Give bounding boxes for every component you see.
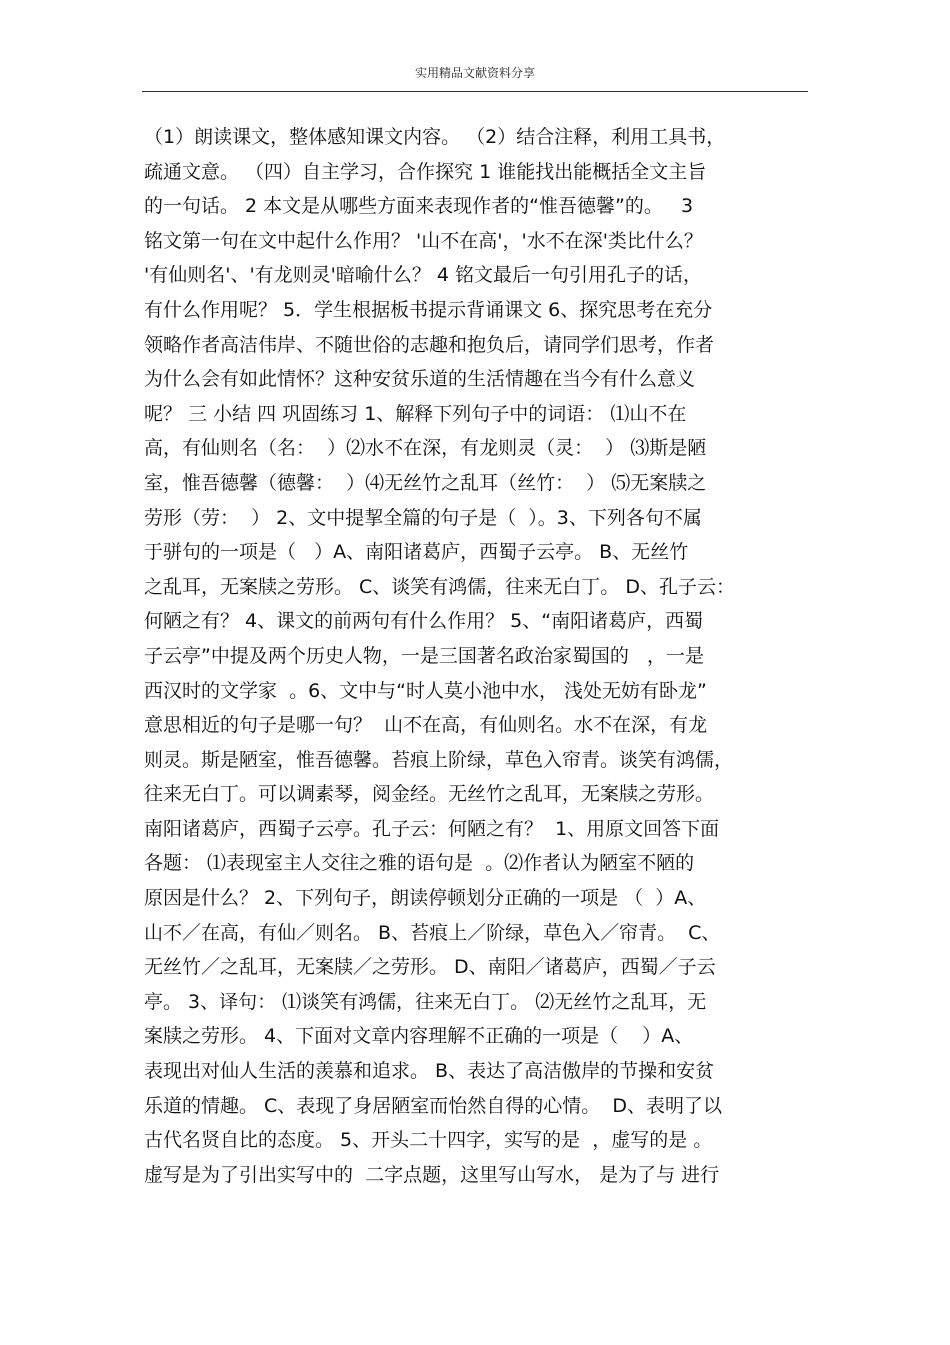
document-body (144, 120, 824, 1192)
text-line: 亭。 3、译句： ⑴谈笑有鸿儒，往来无白丁。 ⑵无丝竹之乱耳，无 (144, 990, 707, 1013)
text-line: 山不／在高，有仙／则名。 B、苔痕上／阶绿，草色入／帘青。 C、 (144, 921, 721, 944)
text-line: 子云亭”中提及两个历史人物，一是三国著名政治家蜀国的 ，一是 (144, 644, 704, 667)
text-line: 乐道的情趣。 C、表现了身居陋室而怡然自得的心情。 D、表明了以 (144, 1094, 723, 1117)
text-line: 呢？ 三 小结 四 巩固练习 1、解释下列句子中的词语： ⑴山不在 (144, 402, 687, 425)
text-line: 劳形（劳： ） 2、文中提挈全篇的句子是（ ）。3、下列各句不属 (144, 506, 702, 529)
text-line: 的一句话。 2 本文是从哪些方面来表现作者的“惟吾德馨”的。 3 (144, 195, 694, 218)
text-line: 各题： ⑴表现室主人交往之雅的语句是 。⑵作者认为陋室不陋的 (144, 852, 695, 875)
text-line: 疏通文意。 （四）自主学习，合作探究 1 谁能找出能概括全文主旨 (144, 160, 707, 183)
text-line: 往来无白丁。可以调素琴，阅金经。无丝竹之乱耳，无案牍之劳形。 (144, 783, 715, 806)
text-line: 虚写是为了引出实写中的 二字点题，这里写山写水， 是为了与 进行 (144, 1163, 720, 1186)
text-line: 室，惟吾德馨（德馨： ）⑷无丝竹之乱耳（丝竹： ） ⑸无案牍之 (144, 471, 707, 494)
page-header: 实用精品文献资料分享 (414, 66, 535, 80)
text-line: '有仙则名'、'有龙则灵'暗喻什么？ 4 铭文最后一句引用孔子的话， (144, 264, 703, 287)
header-divider (142, 91, 808, 92)
text-line: （1）朗读课文，整体感知课文内容。 （2）结合注释，利用工具书， (144, 126, 726, 148)
text-line: 意思相近的句子是哪一句？ 山不在高，有仙则名。水不在深，有龙 (144, 714, 708, 737)
text-line: 南阳诸葛庐，西蜀子云亭。孔子云：何陋之有？ 1、用原文回答下面 (144, 817, 720, 840)
text-line: 何陋之有？ 4、课文的前两句有什么作用？ 5、“南阳诸葛庐，西蜀 (144, 610, 704, 633)
text-line: 有什么作用呢？ 5．学生根据板书提示背诵课文 6、探究思考在充分 (144, 298, 713, 321)
text-line: 高，有仙则名（名： ）⑵水不在深，有龙则灵（灵： ） ⑶斯是陋 (144, 437, 707, 460)
text-line: 为什么会有如此情怀？这种安贫乐道的生活情趣在当今有什么意义 (144, 368, 696, 391)
text-line: 于骈句的一项是（ ）A、南阳诸葛庐，西蜀子云亭。 B、无丝竹 (144, 541, 689, 564)
text-line: 古代名贤自比的态度。 5、开头二十四字，实写的是 ，虚写的是 。 (144, 1129, 713, 1152)
text-line: 之乱耳，无案牍之劳形。 C、谈笑有鸿儒，往来无白丁。 D、孔子云： (144, 575, 735, 598)
text-line: 领略作者高洁伟岸、不随世俗的志趣和抱负后，请同学们思考，作者 (144, 333, 715, 356)
text-line: 案牍之劳形。 4、下面对文章内容理解不正确的一项是（ ）A、 (144, 1025, 694, 1048)
text-line: 则灵。斯是陋室，惟吾德馨。苔痕上阶绿，草色入帘青。谈笑有鸿儒， (144, 748, 734, 771)
text-line: 无丝竹／之乱耳，无案牍／之劳形。 D、南阳／诸葛庐，西蜀／子云 (144, 956, 716, 979)
text-line: 西汉时的文学家 。6、文中与“时人莫小池中水， 浅处无妨有卧龙” (144, 679, 707, 702)
text-line: 原因是什么？ 2、下列句子，朗读停顿划分正确的一项是 （ ）A、 (144, 887, 707, 910)
text-line: 表现出对仙人生活的羡慕和追求。 B、表达了高洁傲岸的节操和安贫 (144, 1060, 715, 1083)
text-line: 铭文第一句在文中起什么作用？ '山不在高'，'水不在深'类比什么？ (144, 229, 703, 252)
